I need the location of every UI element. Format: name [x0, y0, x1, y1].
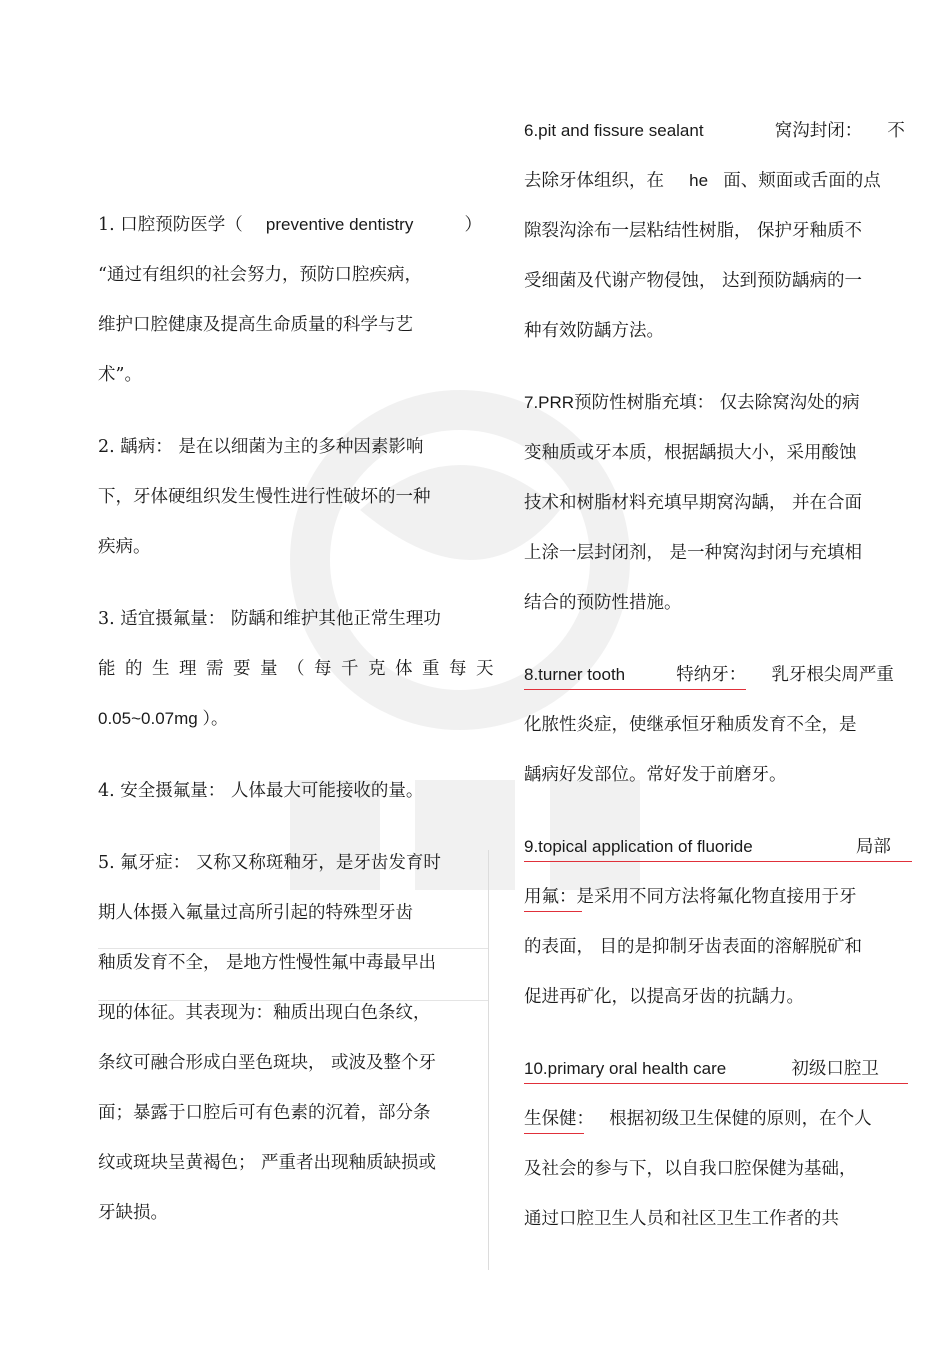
- left-column: [98, 205, 503, 1243]
- right-column: [524, 111, 916, 1249]
- entry-line: 维护口腔健康及提高生命质量的科学与艺: [98, 315, 413, 335]
- term-underline: [524, 689, 746, 690]
- entry-line: [524, 655, 916, 705]
- term-label: 1. 口腔预防医学（: [98, 215, 243, 235]
- entry-line: 现的体征。其表现为：釉质出现白色条纹，: [98, 1003, 431, 1023]
- entry-line: “通过有组织的社会努力，预防口腔疾病，: [98, 265, 422, 285]
- entry-line: 龋病好发部位。常好发于前磨牙。: [524, 765, 787, 785]
- term-underline: [524, 1133, 584, 1134]
- term-chinese: 用氟：: [524, 887, 577, 907]
- term-chinese: 局部: [855, 837, 891, 857]
- entry-line: 促进再矿化，以提高牙齿的抗龋力。: [524, 987, 804, 1007]
- entry-line: 通过口腔卫生人员和社区卫生工作者的共: [524, 1209, 839, 1229]
- entry-line: 技术和树脂材料充填早期窝沟龋， 并在合面: [524, 493, 863, 513]
- term-chinese: 窝沟封闭：: [774, 121, 863, 141]
- entry-line: 疾病。: [98, 537, 151, 557]
- term-english: 6.pit and fissure sealant: [524, 121, 704, 140]
- term-underline: [524, 1083, 908, 1084]
- entry-preventive-resin-restoration: [524, 383, 916, 633]
- term-paren: ）: [464, 215, 482, 235]
- term-english: preventive dentistry: [265, 215, 414, 234]
- entry-line: 术”。: [98, 365, 142, 385]
- entry-optimal-fluoride-intake: [98, 599, 503, 749]
- entry-line: 化脓性炎症，使继承恒牙釉质发育不全，是: [524, 715, 857, 735]
- term-chinese: 生保健：: [524, 1109, 594, 1129]
- entry-line: 隙裂沟涂布一层粘结性树脂， 保护牙釉质不: [524, 221, 863, 241]
- entry-line: [98, 205, 490, 255]
- entry-line: 变釉质或牙本质，根据龋损大小，采用酸蚀: [524, 443, 857, 463]
- term-english: 10.primary oral health care: [524, 1059, 727, 1078]
- entry-line: [524, 111, 916, 161]
- divider: [488, 850, 489, 1270]
- text-fragment: 预防性树脂充填： 仅去除窝沟处的病: [574, 393, 860, 413]
- entry-line: 结合的预防性措施。: [524, 593, 682, 613]
- divider: [98, 948, 488, 949]
- entry-line: 5. 氟牙症： 又称又称斑釉牙，是牙齿发育时: [98, 853, 441, 873]
- text-fragment: 乳牙根尖周严重: [771, 665, 894, 685]
- entry-line: [524, 827, 916, 877]
- entry-line: 的表面， 目的是抑制牙齿表面的溶解脱矿和: [524, 937, 863, 957]
- entry-line: [98, 699, 490, 749]
- term-chinese: 初级口腔卫: [791, 1059, 879, 1079]
- entry-line: 釉质发育不全， 是地方性慢性氟中毒最早出: [98, 953, 437, 973]
- dose-value: 0.05~0.07mg ）。: [98, 709, 228, 728]
- entry-line: 期人体摄入氟量过高所引起的特殊型牙齿: [98, 903, 413, 923]
- entry-pit-fissure-sealant: [524, 111, 916, 361]
- term-underline: [524, 861, 912, 862]
- entry-line: 牙缺损。: [98, 1203, 168, 1223]
- entry-line: 下，牙体硬组织发生慢性进行性破坏的一种: [98, 487, 431, 507]
- term-english: 7.PRR: [524, 393, 575, 412]
- entry-line: 面；暴露于口腔后可有色素的沉着，部分条: [98, 1103, 431, 1123]
- entry-line: 纹或斑块呈黄褐色； 严重者出现釉质缺损或: [98, 1153, 437, 1173]
- entry-line: [524, 877, 916, 927]
- text-fragment: 不: [887, 121, 905, 141]
- divider: [98, 1000, 488, 1001]
- entry-line: 受细菌及代谢产物侵蚀， 达到预防龋病的一: [524, 271, 863, 291]
- entry-line: 及社会的参与下，以自我口腔保健为基础，: [524, 1159, 857, 1179]
- entry-primary-oral-health-care: [524, 1049, 916, 1249]
- entry-line: 能的生理需要量（每千克体重每天: [98, 659, 503, 679]
- entry-dental-fluorosis: [98, 843, 490, 1243]
- entry-topical-fluoride: [524, 827, 916, 1027]
- text-fragment: 根据初级卫生保健的原则，在个人: [609, 1109, 872, 1129]
- entry-line: [524, 1049, 916, 1099]
- term-english: 9.topical application of fluoride: [524, 837, 753, 856]
- text-fragment: 去除牙体组织，在: [524, 171, 664, 191]
- text-fragment: he: [689, 171, 709, 190]
- term-underline: [524, 911, 582, 912]
- term-english: 8.turner tooth: [524, 665, 626, 684]
- entry-preventive-dentistry: [98, 205, 490, 405]
- entry-turner-tooth: [524, 655, 916, 805]
- entry-line: [524, 161, 916, 211]
- entry-line: [524, 383, 916, 433]
- entry-line: 上涂一层封闭剂， 是一种窝沟封闭与充填相: [524, 543, 863, 563]
- entry-caries: [98, 427, 490, 577]
- entry-line: 2. 龋病： 是在以细菌为主的多种因素影响: [98, 437, 424, 457]
- entry-line: 条纹可融合形成白垩色斑块， 或波及整个牙: [98, 1053, 437, 1073]
- entry-line: 4. 安全摄氟量： 人体最大可能接收的量。: [98, 781, 424, 801]
- entry-line: 种有效防龋方法。: [524, 321, 664, 341]
- entry-safe-fluoride-intake: [98, 771, 490, 821]
- text-fragment: 面、颊面或舌面的点: [723, 171, 881, 191]
- entry-line: [524, 1099, 916, 1149]
- term-chinese: 特纳牙：: [676, 665, 747, 685]
- entry-line: 3. 适宜摄氟量： 防龋和维护其他正常生理功: [98, 609, 441, 629]
- text-fragment: 是采用不同方法将氟化物直接用于牙: [576, 887, 857, 907]
